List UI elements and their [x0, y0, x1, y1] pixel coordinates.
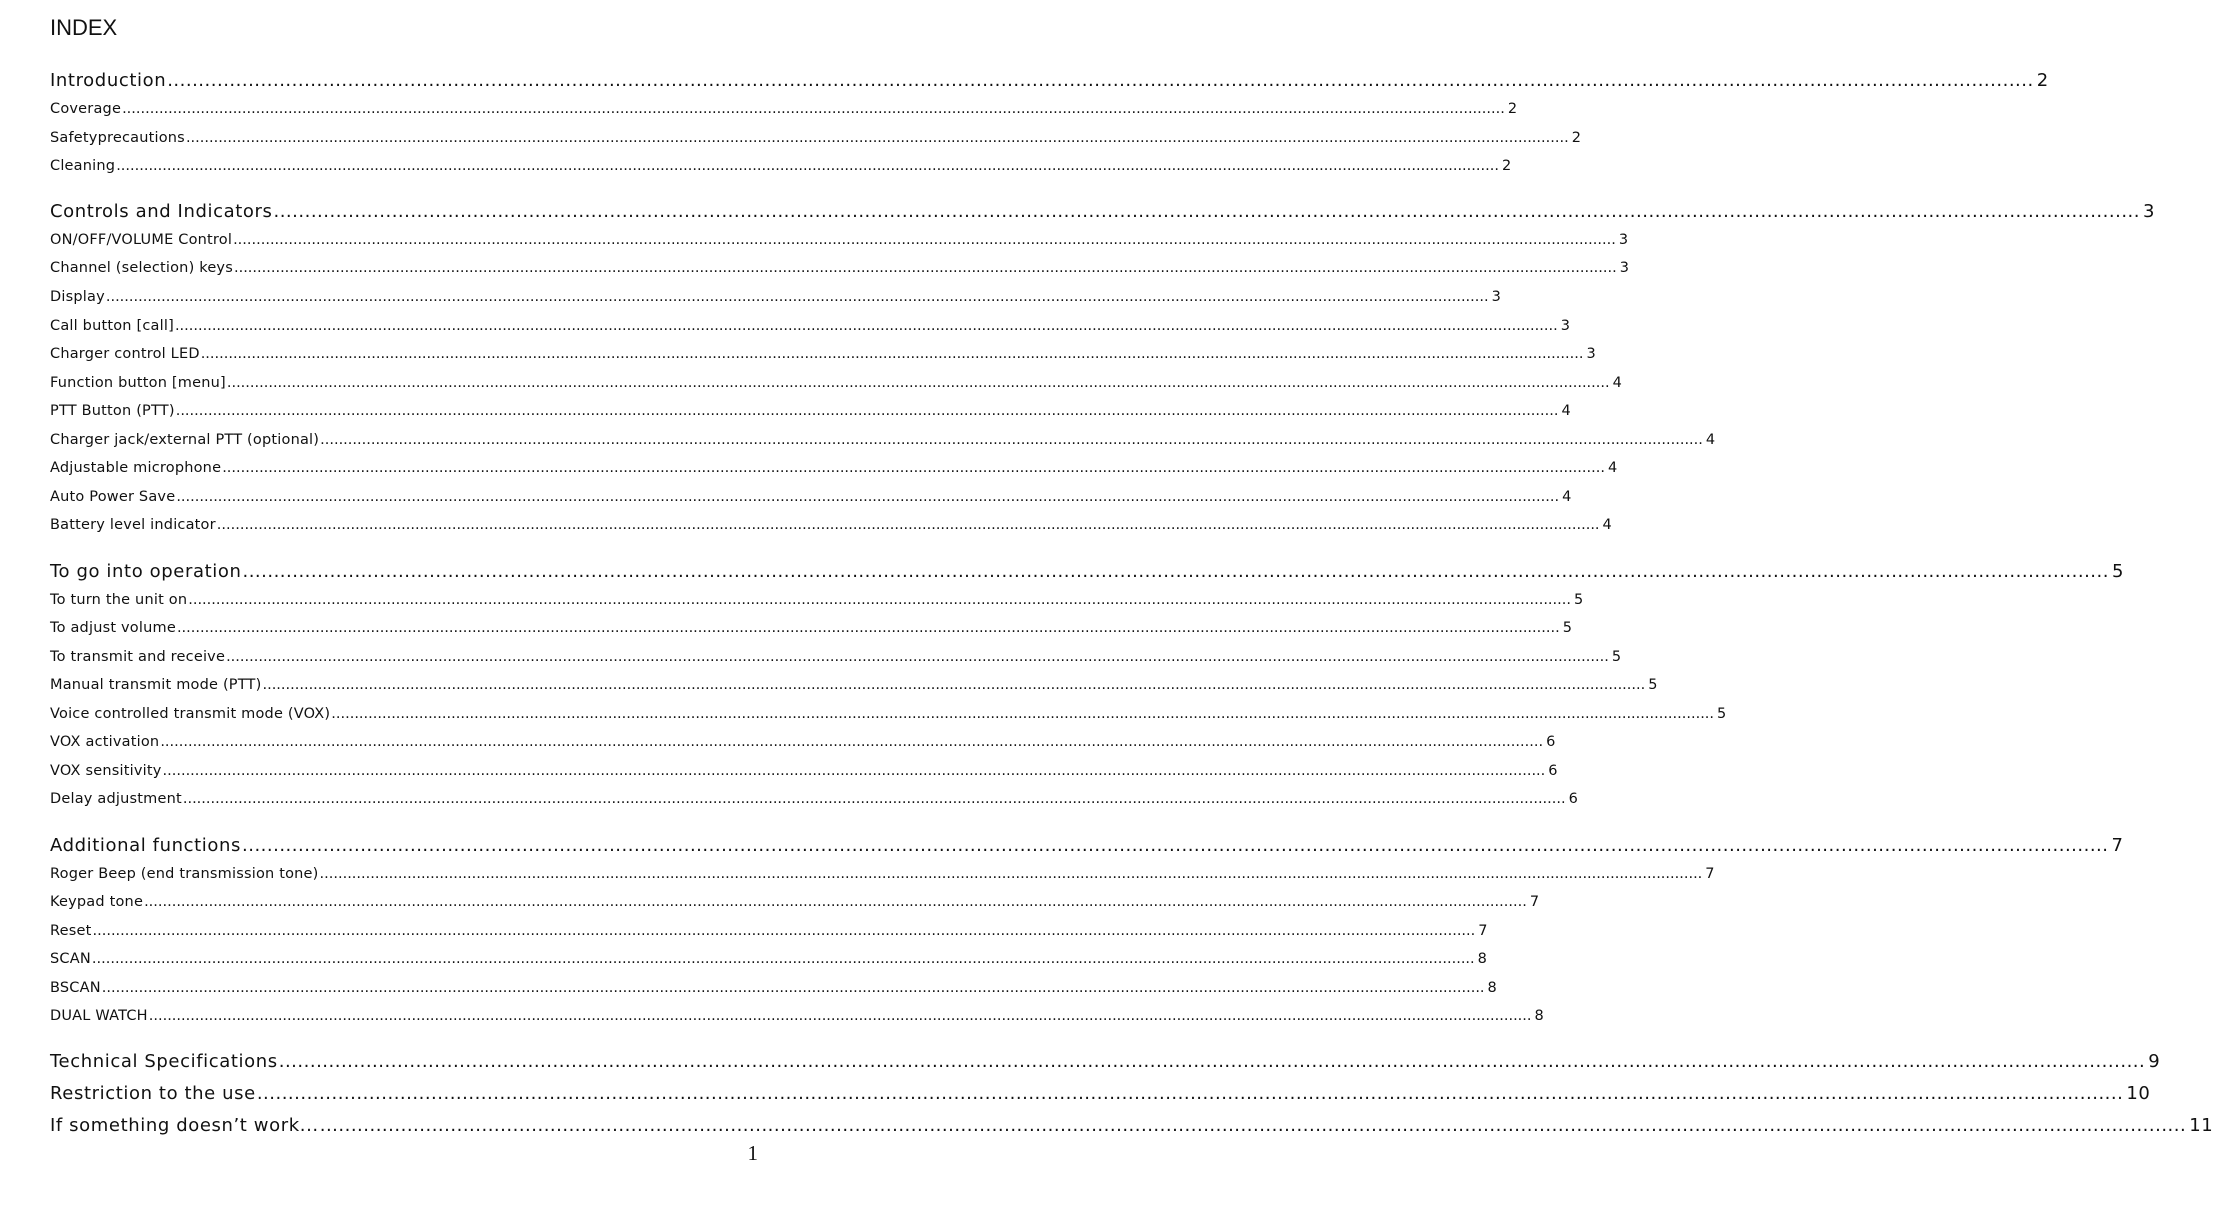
toc-subsection-entry[interactable]: [50, 866, 1715, 882]
toc-subsection-entry[interactable]: [50, 706, 1727, 722]
toc-entry-label: SCAN: [50, 951, 91, 967]
toc-entry-label: Voice controlled transmit mode (VOX): [50, 706, 331, 722]
toc-entry-page: 4: [1562, 489, 1572, 505]
toc-entry-label: Controls and Indicators: [50, 201, 273, 222]
toc-entry-label: Additional functions: [50, 835, 241, 856]
toc-subsection-entry[interactable]: [50, 894, 1540, 910]
dot-leader: ............................................................................................................................................................................................................................................................................................................: [176, 489, 1560, 505]
toc-entry-page: 4: [1561, 403, 1571, 419]
toc-entry-label: Auto Power Save: [50, 489, 176, 505]
toc-subsection-entry[interactable]: [50, 460, 1618, 476]
toc-section-entry[interactable]: [50, 835, 2124, 856]
toc-entry-label: Reset: [50, 923, 92, 939]
dot-leader: ............................................................................................................................................................................................................................................................................................................: [242, 835, 2109, 856]
dot-leader: ............................................................................................................................................................................................................................................................................................................: [242, 561, 2109, 582]
toc-entry-page: 7: [1705, 866, 1715, 882]
toc-entry-page: 3: [1491, 289, 1502, 305]
toc-subsection-entry[interactable]: [50, 677, 1658, 693]
toc-entry-page: 5: [1648, 677, 1658, 693]
toc-entry-label: Charger control LED: [50, 346, 200, 362]
dot-leader: ............................................................................................................................................................................................................................................................................................................: [174, 318, 1558, 334]
dot-leader: ............................................................................................................................................................................................................................................................................................................: [122, 101, 1505, 117]
dot-leader: ............................................................................................................................................................................................................................................................................................................: [278, 1051, 2146, 1072]
toc-subsection-entry[interactable]: [50, 318, 1571, 334]
toc-section-entry[interactable]: [50, 70, 2049, 91]
toc-entry-page: 2: [1571, 130, 1582, 146]
toc-entry-label: Technical Specifications: [50, 1051, 278, 1072]
dot-leader: ............................................................................................................................................................................................................................................................................................................: [319, 866, 1703, 882]
dot-leader: ............................................................................................................................................................................................................................................................................................................: [105, 289, 1489, 305]
toc-entry-label: Manual transmit mode (PTT): [50, 677, 262, 693]
toc-entry-page: 8: [1534, 1008, 1544, 1024]
toc-subsection-entry[interactable]: [50, 346, 1596, 362]
toc-subsection-entry[interactable]: [50, 489, 1572, 505]
toc-entry-label: If something doesn’t work...: [50, 1115, 319, 1136]
toc-entry-page: 5: [1562, 620, 1573, 636]
dot-leader: ............................................................................................................................................................................................................................................................................................................: [116, 158, 1499, 174]
toc-entry-page: 10: [2126, 1083, 2151, 1104]
toc-entry-label: To turn the unit on: [50, 592, 188, 608]
toc-entry-label: To adjust volume: [50, 620, 176, 636]
dot-leader: ............................................................................................................................................................................................................................................................................................................: [233, 232, 1616, 248]
toc-section-entry[interactable]: [50, 561, 2125, 582]
dot-leader: ............................................................................................................................................................................................................................................................................................................: [256, 1083, 2124, 1104]
toc-entry-page: 2: [1501, 158, 1512, 174]
dot-leader: ............................................................................................................................................................................................................................................................................................................: [162, 763, 1546, 779]
dot-leader: ............................................................................................................................................................................................................................................................................................................: [101, 980, 1485, 996]
toc-entry-label: DUAL WATCH: [50, 1008, 148, 1024]
toc-entry-label: ON/OFF/VOLUME Control: [50, 232, 233, 248]
dot-leader: ............................................................................................................................................................................................................................................................................................................: [188, 592, 1571, 608]
toc-subsection-entry[interactable]: [50, 403, 1571, 419]
toc-entry-label: Restriction to the use: [50, 1083, 256, 1104]
dot-leader: ............................................................................................................................................................................................................................................................................................................: [91, 951, 1475, 967]
toc-entry-page: 7: [1478, 923, 1488, 939]
dot-leader: ............................................................................................................................................................................................................................................................................................................: [148, 1008, 1532, 1024]
toc-subsection-entry[interactable]: [50, 923, 1488, 939]
dot-leader: ............................................................................................................................................................................................................................................................................................................: [92, 923, 1476, 939]
toc-entry-page: 5: [1717, 706, 1727, 722]
toc-subsection-entry[interactable]: [50, 763, 1558, 779]
toc-entry-page: 5: [2111, 561, 2125, 582]
toc-subsection-entry[interactable]: [50, 260, 1630, 276]
toc-subsection-entry[interactable]: [50, 734, 1556, 750]
toc-section-entry[interactable]: [50, 1083, 2151, 1104]
dot-leader: ............................................................................................................................................................................................................................................................................................................: [160, 734, 1544, 750]
toc-entry-label: To transmit and receive: [50, 649, 226, 665]
toc-section-entry[interactable]: [50, 1115, 2213, 1136]
toc-entry-label: Battery level indicator: [50, 517, 216, 533]
toc-subsection-entry[interactable]: [50, 649, 1622, 665]
toc-entry-page: 5: [1573, 592, 1584, 608]
toc-entry-page: 11: [2189, 1115, 2213, 1136]
toc-entry-page: 2: [2036, 70, 2049, 91]
dot-leader: ............................................................................................................................................................................................................................................................................................................: [331, 706, 1715, 722]
dot-leader: ............................................................................................................................................................................................................................................................................................................: [226, 375, 1610, 391]
dot-leader: ............................................................................................................................................................................................................................................................................................................: [226, 649, 1609, 665]
toc-entry-page: 3: [1619, 260, 1630, 276]
toc-entry-page: 6: [1546, 734, 1556, 750]
toc-entry-page: 4: [1607, 460, 1618, 476]
dot-leader: ............................................................................................................................................................................................................................................................................................................: [319, 1115, 2187, 1136]
toc-subsection-entry[interactable]: [50, 375, 1623, 391]
toc-entry-label: Keypad tone: [50, 894, 144, 910]
toc-entry-page: 7: [1529, 894, 1540, 910]
toc-entry-label: VOX sensitivity: [50, 763, 162, 779]
toc-entry-page: 6: [1568, 791, 1579, 807]
toc-subsection-entry[interactable]: [50, 980, 1497, 996]
toc-subsection-entry[interactable]: [50, 289, 1502, 305]
dot-leader: ............................................................................................................................................................................................................................................................................................................: [175, 403, 1559, 419]
toc-subsection-entry[interactable]: [50, 158, 1512, 174]
toc-entry-label: Cleaning: [50, 158, 116, 174]
toc-entry-page: 6: [1548, 763, 1558, 779]
toc-entry-page: 4: [1612, 375, 1623, 391]
toc-entry-label: Introduction: [50, 70, 167, 91]
toc-entry-label: Channel (selection) keys: [50, 260, 233, 276]
toc-entry-label: Delay adjustment: [50, 791, 182, 807]
toc-entry-page: 9: [2148, 1051, 2161, 1072]
toc-subsection-entry[interactable]: [50, 432, 1716, 448]
dot-leader: ............................................................................................................................................................................................................................................................................................................: [176, 620, 1560, 636]
dot-leader: ............................................................................................................................................................................................................................................................................................................: [185, 130, 1569, 146]
dot-leader: ............................................................................................................................................................................................................................................................................................................: [167, 70, 2034, 91]
toc-subsection-entry[interactable]: [50, 130, 1582, 146]
toc-entry-label: Call button [call]: [50, 318, 174, 334]
toc-entry-page: 5: [1611, 649, 1622, 665]
toc-entry-label: To go into operation: [50, 561, 242, 582]
dot-leader: ............................................................................................................................................................................................................................................................................................................: [182, 791, 1566, 807]
toc-entry-label: Adjustable microphone: [50, 460, 222, 476]
toc-section-entry[interactable]: [50, 201, 2156, 222]
toc-subsection-entry[interactable]: [50, 1008, 1544, 1024]
toc-entry-label: Function button [menu]: [50, 375, 226, 391]
toc-subsection-entry[interactable]: [50, 232, 1629, 248]
toc-entry-page: 3: [1560, 318, 1571, 334]
toc-subsection-entry[interactable]: [50, 791, 1579, 807]
toc-entry-page: 8: [1477, 951, 1488, 967]
toc-entry-page: 3: [1586, 346, 1596, 362]
toc-subsection-entry[interactable]: [50, 517, 1612, 533]
dot-leader: ............................................................................................................................................................................................................................................................................................................: [262, 677, 1646, 693]
dot-leader: ............................................................................................................................................................................................................................................................................................................: [144, 894, 1527, 910]
dot-leader: ............................................................................................................................................................................................................................................................................................................: [222, 460, 1605, 476]
dot-leader: ............................................................................................................................................................................................................................................................................................................: [233, 260, 1617, 276]
dot-leader: ............................................................................................................................................................................................................................................................................................................: [200, 346, 1584, 362]
toc-subsection-entry[interactable]: [50, 951, 1488, 967]
toc-entry-label: Display: [50, 289, 105, 305]
toc-entry-label: VOX activation: [50, 734, 160, 750]
toc-entry-page: 3: [2143, 201, 2156, 222]
toc-subsection-entry[interactable]: [50, 620, 1573, 636]
toc-entry-page: 4: [1705, 432, 1716, 448]
toc-entry-label: PTT Button (PTT): [50, 403, 175, 419]
toc-section-entry[interactable]: [50, 1051, 2161, 1072]
toc-entry-label: BSCAN: [50, 980, 101, 996]
toc-entry-page: 4: [1602, 517, 1612, 533]
dot-leader: ............................................................................................................................................................................................................................................................................................................: [273, 201, 2140, 222]
page-number: 1: [747, 1141, 758, 1165]
toc-entry-label: Roger Beep (end transmission tone): [50, 866, 319, 882]
toc-entry-page: 7: [2111, 835, 2124, 856]
toc-entry-label: Charger jack/external PTT (optional): [50, 432, 320, 448]
toc-entry-page: 3: [1618, 232, 1629, 248]
dot-leader: ............................................................................................................................................................................................................................................................................................................: [320, 432, 1703, 448]
toc-entry-label: Coverage: [50, 101, 122, 117]
dot-leader: ............................................................................................................................................................................................................................................................................................................: [216, 517, 1600, 533]
toc-subsection-entry[interactable]: [50, 101, 1518, 117]
page-title: INDEX: [50, 15, 118, 40]
toc-entry-label: Safetyprecautions: [50, 130, 185, 146]
toc-entry-page: 2: [1507, 101, 1518, 117]
toc-entry-page: 8: [1487, 980, 1497, 996]
toc-subsection-entry[interactable]: [50, 592, 1584, 608]
